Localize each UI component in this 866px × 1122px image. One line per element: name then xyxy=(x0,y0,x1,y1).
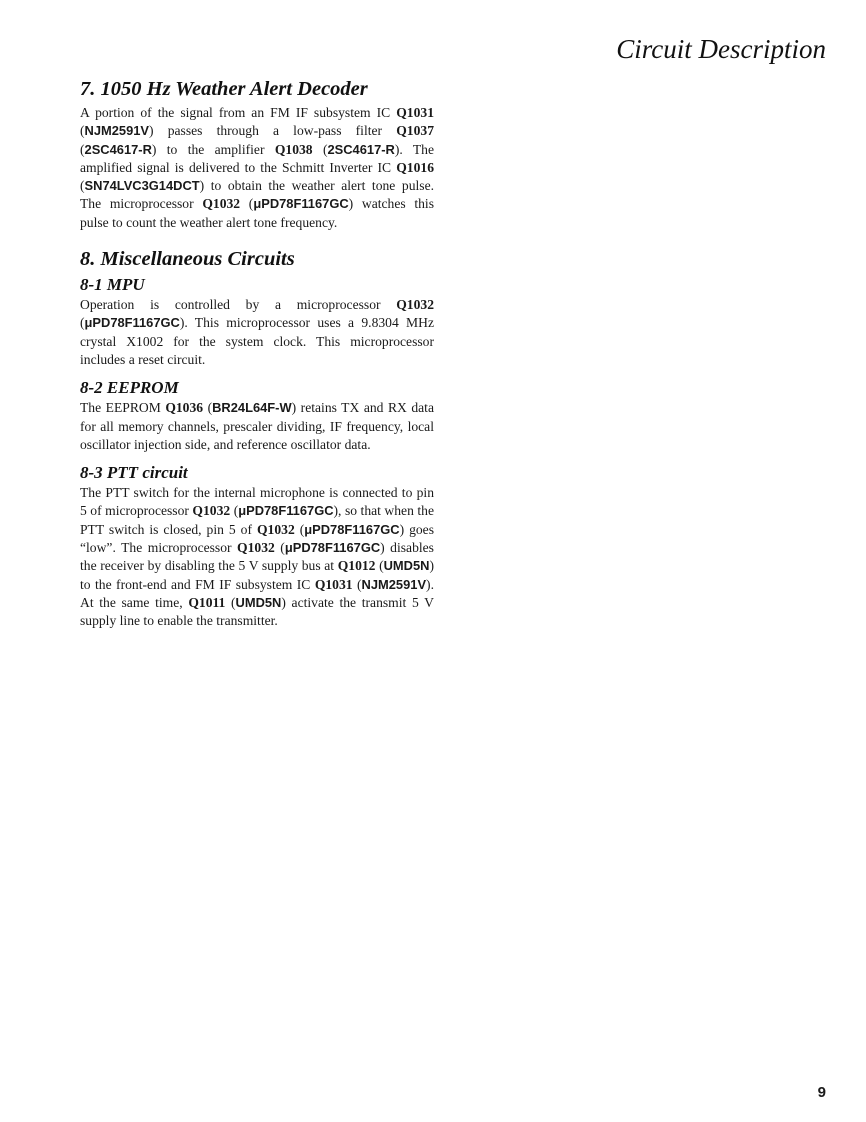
text-column xyxy=(80,76,434,631)
weather-alert-paragraph: A portion of the signal from an FM IF subsystem IC Q1031 (NJM2591V) passes through a low-pass filter Q1037 (2SC4617-R) to the amplifier Q1038 (2SC4617-R). The amplified signal is delivered to the Schmitt Inverter IC Q1016 (SN74LVC3G14DCT) to obtain the weather alert tone pulse. The microprocessor Q1032 (μPD78F1167GC) watches this pulse to count the weather alert tone frequency. xyxy=(80,105,435,230)
page-number: 9 xyxy=(817,1084,826,1101)
mpu-heading: 8-1 MPU xyxy=(80,275,145,295)
eeprom-heading: 8-2 EEPROM xyxy=(80,378,179,398)
mpu-paragraph: Operation is controlled by a microprocessor Q1032 (μPD78F1167GC). This microprocessor uses a 9.8304 MHz crystal X1002 for the system clock. This microprocessor includes a reset circuit. xyxy=(80,297,434,367)
ptt-paragraph: The PTT switch for the internal microphone is connected to pin 5 of microprocessor Q1032 (μPD78F1167GC), so that when the PTT switch is closed, pin 5 of Q1032 (μPD78F1167GC) goes “low”. The microprocessor Q1032 (μPD78F1167GC) disables the receiver by disabling the 5 V supply bus at Q1012 (UMD5N) to the front-end and FM IF subsystem IC Q1031 (NJM2591V). At the same time, Q1011 (UMD5N) activate the transmit 5 V supply line to enable the transmitter. xyxy=(80,485,435,629)
eeprom-paragraph: The EEPROM Q1036 (BR24L64F-W) retains TX and RX data for all memory channels, prescaler dividing, IF frequency, local oscillator injection side, and reference oscillator data. xyxy=(80,400,434,452)
weather-alert-heading: 7. 1050 Hz Weather Alert Decoder xyxy=(80,78,368,100)
section-header: Circuit Description xyxy=(616,34,826,64)
misc-circuits-heading: 8. Miscellaneous Circuits xyxy=(80,248,295,271)
ptt-heading: 8-3 PTT circuit xyxy=(80,463,188,483)
